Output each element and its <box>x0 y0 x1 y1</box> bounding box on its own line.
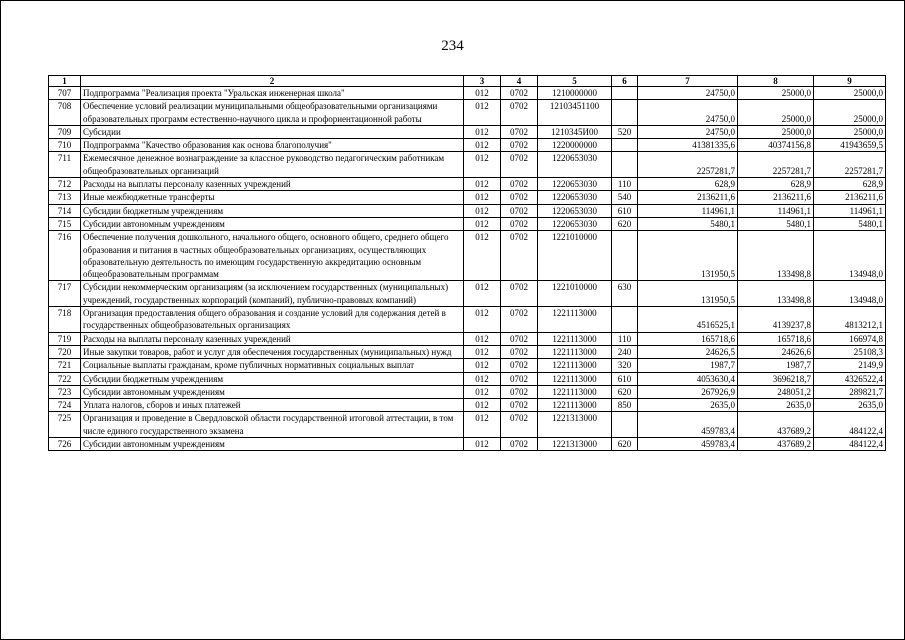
target-article-code: 1220653030 <box>538 204 612 217</box>
column-header-4: 4 <box>501 76 538 87</box>
table-row <box>49 87 886 100</box>
column-header-2: 2 <box>81 76 464 87</box>
row-number: 709 <box>49 125 81 138</box>
amount-col-9: 25000,0 <box>814 100 886 126</box>
amount-col-8: 165718,6 <box>738 332 814 345</box>
amount-col-7: 2635,0 <box>638 399 738 412</box>
header-row <box>49 76 886 87</box>
section-code: 0702 <box>501 204 538 217</box>
row-name: Ежемесячное денежное вознаграждение за классное руководство педагогическим работникам общеобразовательных организаций <box>81 152 464 178</box>
amount-col-7: 5480,1 <box>638 217 738 230</box>
expense-type-code <box>612 100 638 126</box>
page-number: 234 <box>441 38 464 54</box>
target-article-code: 1221313000 <box>538 438 612 451</box>
expense-type-code: 620 <box>612 217 638 230</box>
row-number: 726 <box>49 438 81 451</box>
row-name: Субсидии бюджетным учреждениям <box>81 204 464 217</box>
ministry-code: 012 <box>464 152 501 178</box>
amount-col-9: 2257281,7 <box>814 152 886 178</box>
target-article-code: 1220653030 <box>538 178 612 191</box>
section-code: 0702 <box>501 191 538 204</box>
section-code: 0702 <box>501 87 538 100</box>
section-code: 0702 <box>501 332 538 345</box>
amount-col-9: 41943659,5 <box>814 139 886 152</box>
row-number: 723 <box>49 385 81 398</box>
amount-col-8: 628,9 <box>738 178 814 191</box>
amount-col-7: 114961,1 <box>638 204 738 217</box>
table-row <box>49 307 886 333</box>
amount-col-8: 1987,7 <box>738 359 814 372</box>
amount-col-7: 165718,6 <box>638 332 738 345</box>
target-article-code: 1221113000 <box>538 385 612 398</box>
table-row <box>49 178 886 191</box>
row-number: 711 <box>49 152 81 178</box>
row-number: 721 <box>49 359 81 372</box>
row-name: Организация и проведение в Свердловской области государственной итоговой аттестации, в том числе единого государственного экзамена <box>81 412 464 438</box>
row-number: 712 <box>49 178 81 191</box>
amount-col-9: 2149,9 <box>814 359 886 372</box>
target-article-code: 1220653030 <box>538 152 612 178</box>
expense-type-code: 540 <box>612 191 638 204</box>
expense-type-code: 320 <box>612 359 638 372</box>
ministry-code: 012 <box>464 231 501 281</box>
row-name: Подпрограмма "Качество образования как основа благополучия" <box>81 139 464 152</box>
ministry-code: 012 <box>464 178 501 191</box>
amount-col-9: 2136211,6 <box>814 191 886 204</box>
section-code: 0702 <box>501 412 538 438</box>
amount-col-9: 114961,1 <box>814 204 886 217</box>
amount-col-9: 484122,4 <box>814 438 886 451</box>
target-article-code: 1220653030 <box>538 217 612 230</box>
table-row <box>49 372 886 385</box>
section-code: 0702 <box>501 217 538 230</box>
expense-type-code: 110 <box>612 332 638 345</box>
ministry-code: 012 <box>464 191 501 204</box>
row-name: Субсидии автономным учреждениям <box>81 385 464 398</box>
target-article-code: 1221113000 <box>538 359 612 372</box>
section-code: 0702 <box>501 100 538 126</box>
amount-col-7: 24750,0 <box>638 125 738 138</box>
row-number: 720 <box>49 345 81 358</box>
amount-col-7: 628,9 <box>638 178 738 191</box>
row-name: Расходы на выплаты персоналу казенных учреждений <box>81 178 464 191</box>
expense-type-code: 630 <box>612 281 638 307</box>
amount-col-8: 114961,1 <box>738 204 814 217</box>
row-number: 725 <box>49 412 81 438</box>
amount-col-8: 3696218,7 <box>738 372 814 385</box>
target-article-code: 1221010000 <box>538 281 612 307</box>
table-row <box>49 231 886 281</box>
amount-col-7: 267926,9 <box>638 385 738 398</box>
amount-col-7: 1987,7 <box>638 359 738 372</box>
table-row <box>49 100 886 126</box>
target-article-code: 1221113000 <box>538 332 612 345</box>
row-name: Субсидии автономным учреждениям <box>81 438 464 451</box>
expense-type-code <box>612 87 638 100</box>
amount-col-8: 437689,2 <box>738 438 814 451</box>
amount-col-8: 133498,8 <box>738 281 814 307</box>
section-code: 0702 <box>501 139 538 152</box>
section-code: 0702 <box>501 372 538 385</box>
ministry-code: 012 <box>464 412 501 438</box>
table-row <box>49 385 886 398</box>
amount-col-9: 166974,8 <box>814 332 886 345</box>
expense-type-code: 520 <box>612 125 638 138</box>
expense-type-code: 610 <box>612 204 638 217</box>
amount-col-9: 628,9 <box>814 178 886 191</box>
amount-col-8: 437689,2 <box>738 412 814 438</box>
target-article-code: 1221113000 <box>538 399 612 412</box>
amount-col-7: 4516525,1 <box>638 307 738 333</box>
section-code: 0702 <box>501 125 538 138</box>
row-number: 710 <box>49 139 81 152</box>
row-number: 719 <box>49 332 81 345</box>
target-article-code: 1221113000 <box>538 372 612 385</box>
section-code: 0702 <box>501 307 538 333</box>
expense-type-code <box>612 231 638 281</box>
row-name: Уплата налогов, сборов и иных платежей <box>81 399 464 412</box>
ministry-code: 012 <box>464 372 501 385</box>
amount-col-7: 41381335,6 <box>638 139 738 152</box>
amount-col-7: 131950,5 <box>638 231 738 281</box>
ministry-code: 012 <box>464 307 501 333</box>
section-code: 0702 <box>501 438 538 451</box>
row-number: 722 <box>49 372 81 385</box>
column-header-9: 9 <box>814 76 886 87</box>
table-row <box>49 191 886 204</box>
amount-col-8: 25000,0 <box>738 100 814 126</box>
target-article-code: 1221010000 <box>538 231 612 281</box>
ministry-code: 012 <box>464 217 501 230</box>
column-header-1: 1 <box>49 76 81 87</box>
table-row <box>49 359 886 372</box>
ministry-code: 012 <box>464 399 501 412</box>
target-article-code: 1221113000 <box>538 345 612 358</box>
row-name: Иные межбюджетные трансферты <box>81 191 464 204</box>
expense-type-code: 610 <box>612 372 638 385</box>
amount-col-8: 2635,0 <box>738 399 814 412</box>
row-number: 708 <box>49 100 81 126</box>
section-code: 0702 <box>501 399 538 412</box>
column-header-7: 7 <box>638 76 738 87</box>
ministry-code: 012 <box>464 125 501 138</box>
column-header-8: 8 <box>738 76 814 87</box>
ministry-code: 012 <box>464 204 501 217</box>
row-name: Субсидии бюджетным учреждениям <box>81 372 464 385</box>
amount-col-7: 24626,5 <box>638 345 738 358</box>
section-code: 0702 <box>501 178 538 191</box>
ministry-code: 012 <box>464 359 501 372</box>
amount-col-9: 25108,3 <box>814 345 886 358</box>
row-name: Субсидии некоммерческим организациям (за исключением государственных (муниципальных) учреждений, государственных корпораций (компаний), публично-правовых компаний) <box>81 281 464 307</box>
row-name: Обеспечение условий реализации муниципальными общеобразовательными организациями образовательных программ естественно-научного цикла и профориентационной работы <box>81 100 464 126</box>
table-row <box>49 217 886 230</box>
target-article-code: 1221113000 <box>538 307 612 333</box>
target-article-code: 1210000000 <box>538 87 612 100</box>
amount-col-8: 2136211,6 <box>738 191 814 204</box>
amount-col-8: 40374156,8 <box>738 139 814 152</box>
amount-col-8: 5480,1 <box>738 217 814 230</box>
amount-col-7: 24750,0 <box>638 100 738 126</box>
row-number: 715 <box>49 217 81 230</box>
table-row <box>49 281 886 307</box>
expense-type-code: 240 <box>612 345 638 358</box>
table-row <box>49 399 886 412</box>
amount-col-7: 459783,4 <box>638 412 738 438</box>
budget-table <box>48 75 886 451</box>
row-name: Субсидии <box>81 125 464 138</box>
section-code: 0702 <box>501 345 538 358</box>
amount-col-7: 24750,0 <box>638 87 738 100</box>
expense-type-code <box>612 412 638 438</box>
row-name: Иные закупки товаров, работ и услуг для обеспечения государственных (муниципальных) нужд <box>81 345 464 358</box>
amount-col-7: 131950,5 <box>638 281 738 307</box>
row-number: 718 <box>49 307 81 333</box>
section-code: 0702 <box>501 359 538 372</box>
amount-col-9: 25000,0 <box>814 87 886 100</box>
ministry-code: 012 <box>464 438 501 451</box>
row-number: 716 <box>49 231 81 281</box>
ministry-code: 012 <box>464 100 501 126</box>
row-number: 713 <box>49 191 81 204</box>
expense-type-code: 850 <box>612 399 638 412</box>
row-number: 707 <box>49 87 81 100</box>
ministry-code: 012 <box>464 385 501 398</box>
target-article-code: 1221313000 <box>538 412 612 438</box>
target-article-code: 1220000000 <box>538 139 612 152</box>
column-header-5: 5 <box>538 76 612 87</box>
row-name: Расходы на выплаты персоналу казенных учреждений <box>81 332 464 345</box>
expense-type-code: 110 <box>612 178 638 191</box>
row-number: 717 <box>49 281 81 307</box>
ministry-code: 012 <box>464 139 501 152</box>
expense-type-code <box>612 307 638 333</box>
target-article-code: 1220653030 <box>538 191 612 204</box>
amount-col-9: 5480,1 <box>814 217 886 230</box>
amount-col-9: 25000,0 <box>814 125 886 138</box>
section-code: 0702 <box>501 231 538 281</box>
table-row <box>49 139 886 152</box>
amount-col-9: 2635,0 <box>814 399 886 412</box>
amount-col-7: 4053630,4 <box>638 372 738 385</box>
table-row <box>49 438 886 451</box>
ministry-code: 012 <box>464 345 501 358</box>
column-header-6: 6 <box>612 76 638 87</box>
row-number: 714 <box>49 204 81 217</box>
section-code: 0702 <box>501 385 538 398</box>
amount-col-9: 134948,0 <box>814 231 886 281</box>
table-row <box>49 125 886 138</box>
table-row <box>49 204 886 217</box>
amount-col-7: 459783,4 <box>638 438 738 451</box>
row-name: Субсидии автономным учреждениям <box>81 217 464 230</box>
table-row <box>49 412 886 438</box>
section-code: 0702 <box>501 152 538 178</box>
table-row <box>49 345 886 358</box>
row-name: Подпрограмма "Реализация проекта "Уральская инженерная школа" <box>81 87 464 100</box>
amount-col-8: 4139237,8 <box>738 307 814 333</box>
amount-col-9: 4813212,1 <box>814 307 886 333</box>
ministry-code: 012 <box>464 281 501 307</box>
ministry-code: 012 <box>464 332 501 345</box>
amount-col-8: 133498,8 <box>738 231 814 281</box>
amount-col-9: 134948,0 <box>814 281 886 307</box>
expense-type-code <box>612 139 638 152</box>
table-row <box>49 332 886 345</box>
section-code: 0702 <box>501 281 538 307</box>
amount-col-8: 248051,2 <box>738 385 814 398</box>
target-article-code: 1210345И00 <box>538 125 612 138</box>
row-name: Социальные выплаты гражданам, кроме публичных нормативных социальных выплат <box>81 359 464 372</box>
expense-type-code: 620 <box>612 438 638 451</box>
amount-col-8: 2257281,7 <box>738 152 814 178</box>
amount-col-7: 2136211,6 <box>638 191 738 204</box>
expense-type-code: 620 <box>612 385 638 398</box>
amount-col-7: 2257281,7 <box>638 152 738 178</box>
amount-col-8: 24626,6 <box>738 345 814 358</box>
target-article-code: 12103451100 <box>538 100 612 126</box>
column-header-3: 3 <box>464 76 501 87</box>
row-name: Организация предоставления общего образования и создание условий для содержания детей в государственных общеобразовательных организациях <box>81 307 464 333</box>
amount-col-9: 484122,4 <box>814 412 886 438</box>
amount-col-9: 4326522,4 <box>814 372 886 385</box>
table-row <box>49 152 886 178</box>
amount-col-8: 25000,0 <box>738 87 814 100</box>
row-name: Обеспечение получения дошкольного, начального общего, основного общего, среднего общего образования и питания в частных общеобразовательных организациях, осуществляющих образовательную деятельность по имеющим государственную аккредитацию основным общеобразовательным программам <box>81 231 464 281</box>
amount-col-9: 289821,7 <box>814 385 886 398</box>
expense-type-code <box>612 152 638 178</box>
row-number: 724 <box>49 399 81 412</box>
amount-col-8: 25000,0 <box>738 125 814 138</box>
ministry-code: 012 <box>464 87 501 100</box>
